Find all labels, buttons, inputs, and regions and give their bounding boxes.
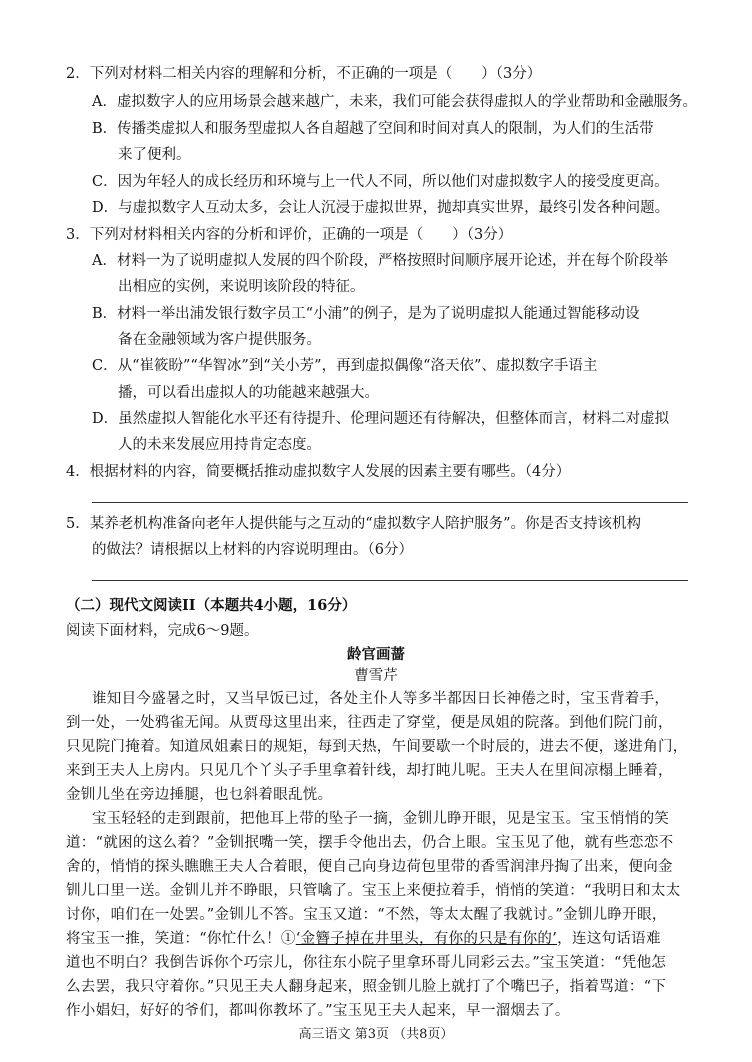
p1-line5: 金钏儿坐在旁边捶腿，也乜斜着眼乱恍。 <box>66 787 333 803</box>
reading-instruction: 阅读下面材料，完成6～9题。 <box>66 623 259 639</box>
p2-line6-end: ，连这句话语难 <box>557 931 661 947</box>
q3-option-d-line2: 人的未来发展应用持肯定态度。 <box>118 437 321 453</box>
q2-option-b-line2: 来了便利。 <box>118 147 191 163</box>
p2-line8: 么去罢，我只守着你。”只见王夫人翻身起来，照金钏儿脸上就打了个嘴巴子，指着骂道：“下 <box>66 979 667 995</box>
q2-option-b-line1: B．传播类虚拟人和服务型虚拟人各自超越了空间和时间对真人的限制，为人们的生活带 <box>92 121 654 137</box>
passage-author: 曹雪芹 <box>354 668 398 684</box>
q3-option-c-line1: C．从“崔筱盼”“华智冰”到“关小芳”，再到虚拟偶像“洛天依”、虚拟数字手语主 <box>92 358 598 374</box>
q3-option-a-line1: A．材料一为了说明虚拟人发展的四个阶段，严格按照时间顺序展开论述，并在每个阶段举 <box>92 253 668 269</box>
p2-line9: 作小娼妇，好好的爷们，都叫你教坏了。”宝玉见王夫人起来，早一溜烟去了。 <box>66 1003 570 1019</box>
q3-stem: 3．下列对材料相关内容的分析和评价，正确的一项是（ ）（3分） <box>66 227 513 243</box>
q5-stem-line2: 的做法？请根据以上材料的内容说明理由。（6分） <box>92 542 413 558</box>
q2-option-d: D．与虚拟数字人互动太多，会让人沉浸于虚拟世界，抛却真实世界，最终引发各种问题。 <box>92 200 670 216</box>
q2-stem: 2．下列对材料二相关内容的理解和分析，不正确的一项是（ ）（3分） <box>66 66 542 82</box>
q4-stem: 4．根据材料的内容，简要概括推动虚拟数字人发展的因素主要有哪些。（4分） <box>66 464 571 480</box>
p1-line2: 到一处，一处鸦雀无闻。从贾母这里出来，往西走了穿堂，便是凤姐的院落。到他们院门前， <box>66 715 673 731</box>
q5-answer-line[interactable] <box>92 580 688 581</box>
q3-option-b-line2: 备在金融领域为客户提供服务。 <box>118 332 321 348</box>
page-footer: 高三语文 第3页 （共8页） <box>298 1027 454 1042</box>
underlined-quote: ‘金簪子掉在井里头，有你的只是有你的’ <box>295 931 558 947</box>
p2-line7: 道也不明白？我倒告诉你个巧宗儿，你往东小院子里拿环哥儿同彩云去。”宝玉笑道：“凭他怎 <box>66 955 667 971</box>
p1-line4: 来到王夫人上房内。只见几个丫头子手里拿着针线，却打盹儿呢。王夫人在里间凉榻上睡着， <box>66 763 673 779</box>
p2-line2: 道：“就困的这么着？”金钏抿嘴一笑，摆手令他出去，仍合上眼。宝玉见了他，就有些恋恋不 <box>66 835 674 851</box>
q3-option-c-line2: 播，可以看出虚拟人的功能越来越强大。 <box>118 385 379 401</box>
q2-option-c: C．因为年轻人的成长经历和环境与上一代人不同，所以他们对虚拟数字人的接受度更高。 <box>92 174 669 190</box>
q3-option-d-line1: D．虽然虚拟人智能化水平还有待提升、伦理问题还有待解决，但整体而言，材料二对虚拟 <box>92 411 670 427</box>
passage-title: 龄官画蔷 <box>347 646 405 663</box>
p2-line4: 钏儿口里一送。金钏儿并不睁眼，只管噙了。宝玉上来便拉着手，悄悄的笑道：“我明日和太太 <box>66 883 681 899</box>
p1-line1: 谁知目今盛暑之时，又当早饭已过，各处主仆人等多半都因日长神倦之时，宝玉背着手， <box>92 691 670 707</box>
p2-line5: 讨你，咱们在一处罢。”金钏儿不答。宝玉又道：“不然，等太太醒了我就讨。”金钏儿睁开眼， <box>66 907 667 923</box>
p2-line1: 宝玉轻轻的走到跟前，把他耳上带的坠子一摘，金钏儿睁开眼，见是宝玉。宝玉悄悄的笑 <box>92 811 670 827</box>
p1-line3: 只见院门掩着。知道凤姐素日的规矩，每到天热，午间要歇一个时辰的，进去不便，遂进角门， <box>66 739 688 755</box>
q3-option-b-line1: B．材料一举出浦发银行数字员工“小浦”的例子，是为了说明虚拟人能通过智能移动设 <box>92 306 640 322</box>
q4-answer-line[interactable] <box>92 502 688 503</box>
p2-line3: 舍的，悄悄的探头瞧瞧王夫人合着眼，便自己向身边荷包里带的香雪润津丹掏了出来，便向金 <box>66 859 673 875</box>
q3-option-a-line2: 出相应的实例，来说明该阶段的特征。 <box>118 279 365 295</box>
q5-stem-line1: 5．某养老机构准备向老年人提供能与之互动的“虚拟数字人陪护服务”。你是否支持该机构 <box>66 516 642 532</box>
q2-option-a: A．虚拟数字人的应用场景会越来越广，未来，我们可能会获得虚拟人的学业帮助和金融服务。 <box>92 94 697 110</box>
p2-line6 <box>66 929 661 949</box>
section-heading: （二）现代文阅读II（本题共4小题，16分） <box>66 597 357 614</box>
p2-line6-start: 将宝玉一推，笑道：“你忙什么！① <box>66 931 296 947</box>
